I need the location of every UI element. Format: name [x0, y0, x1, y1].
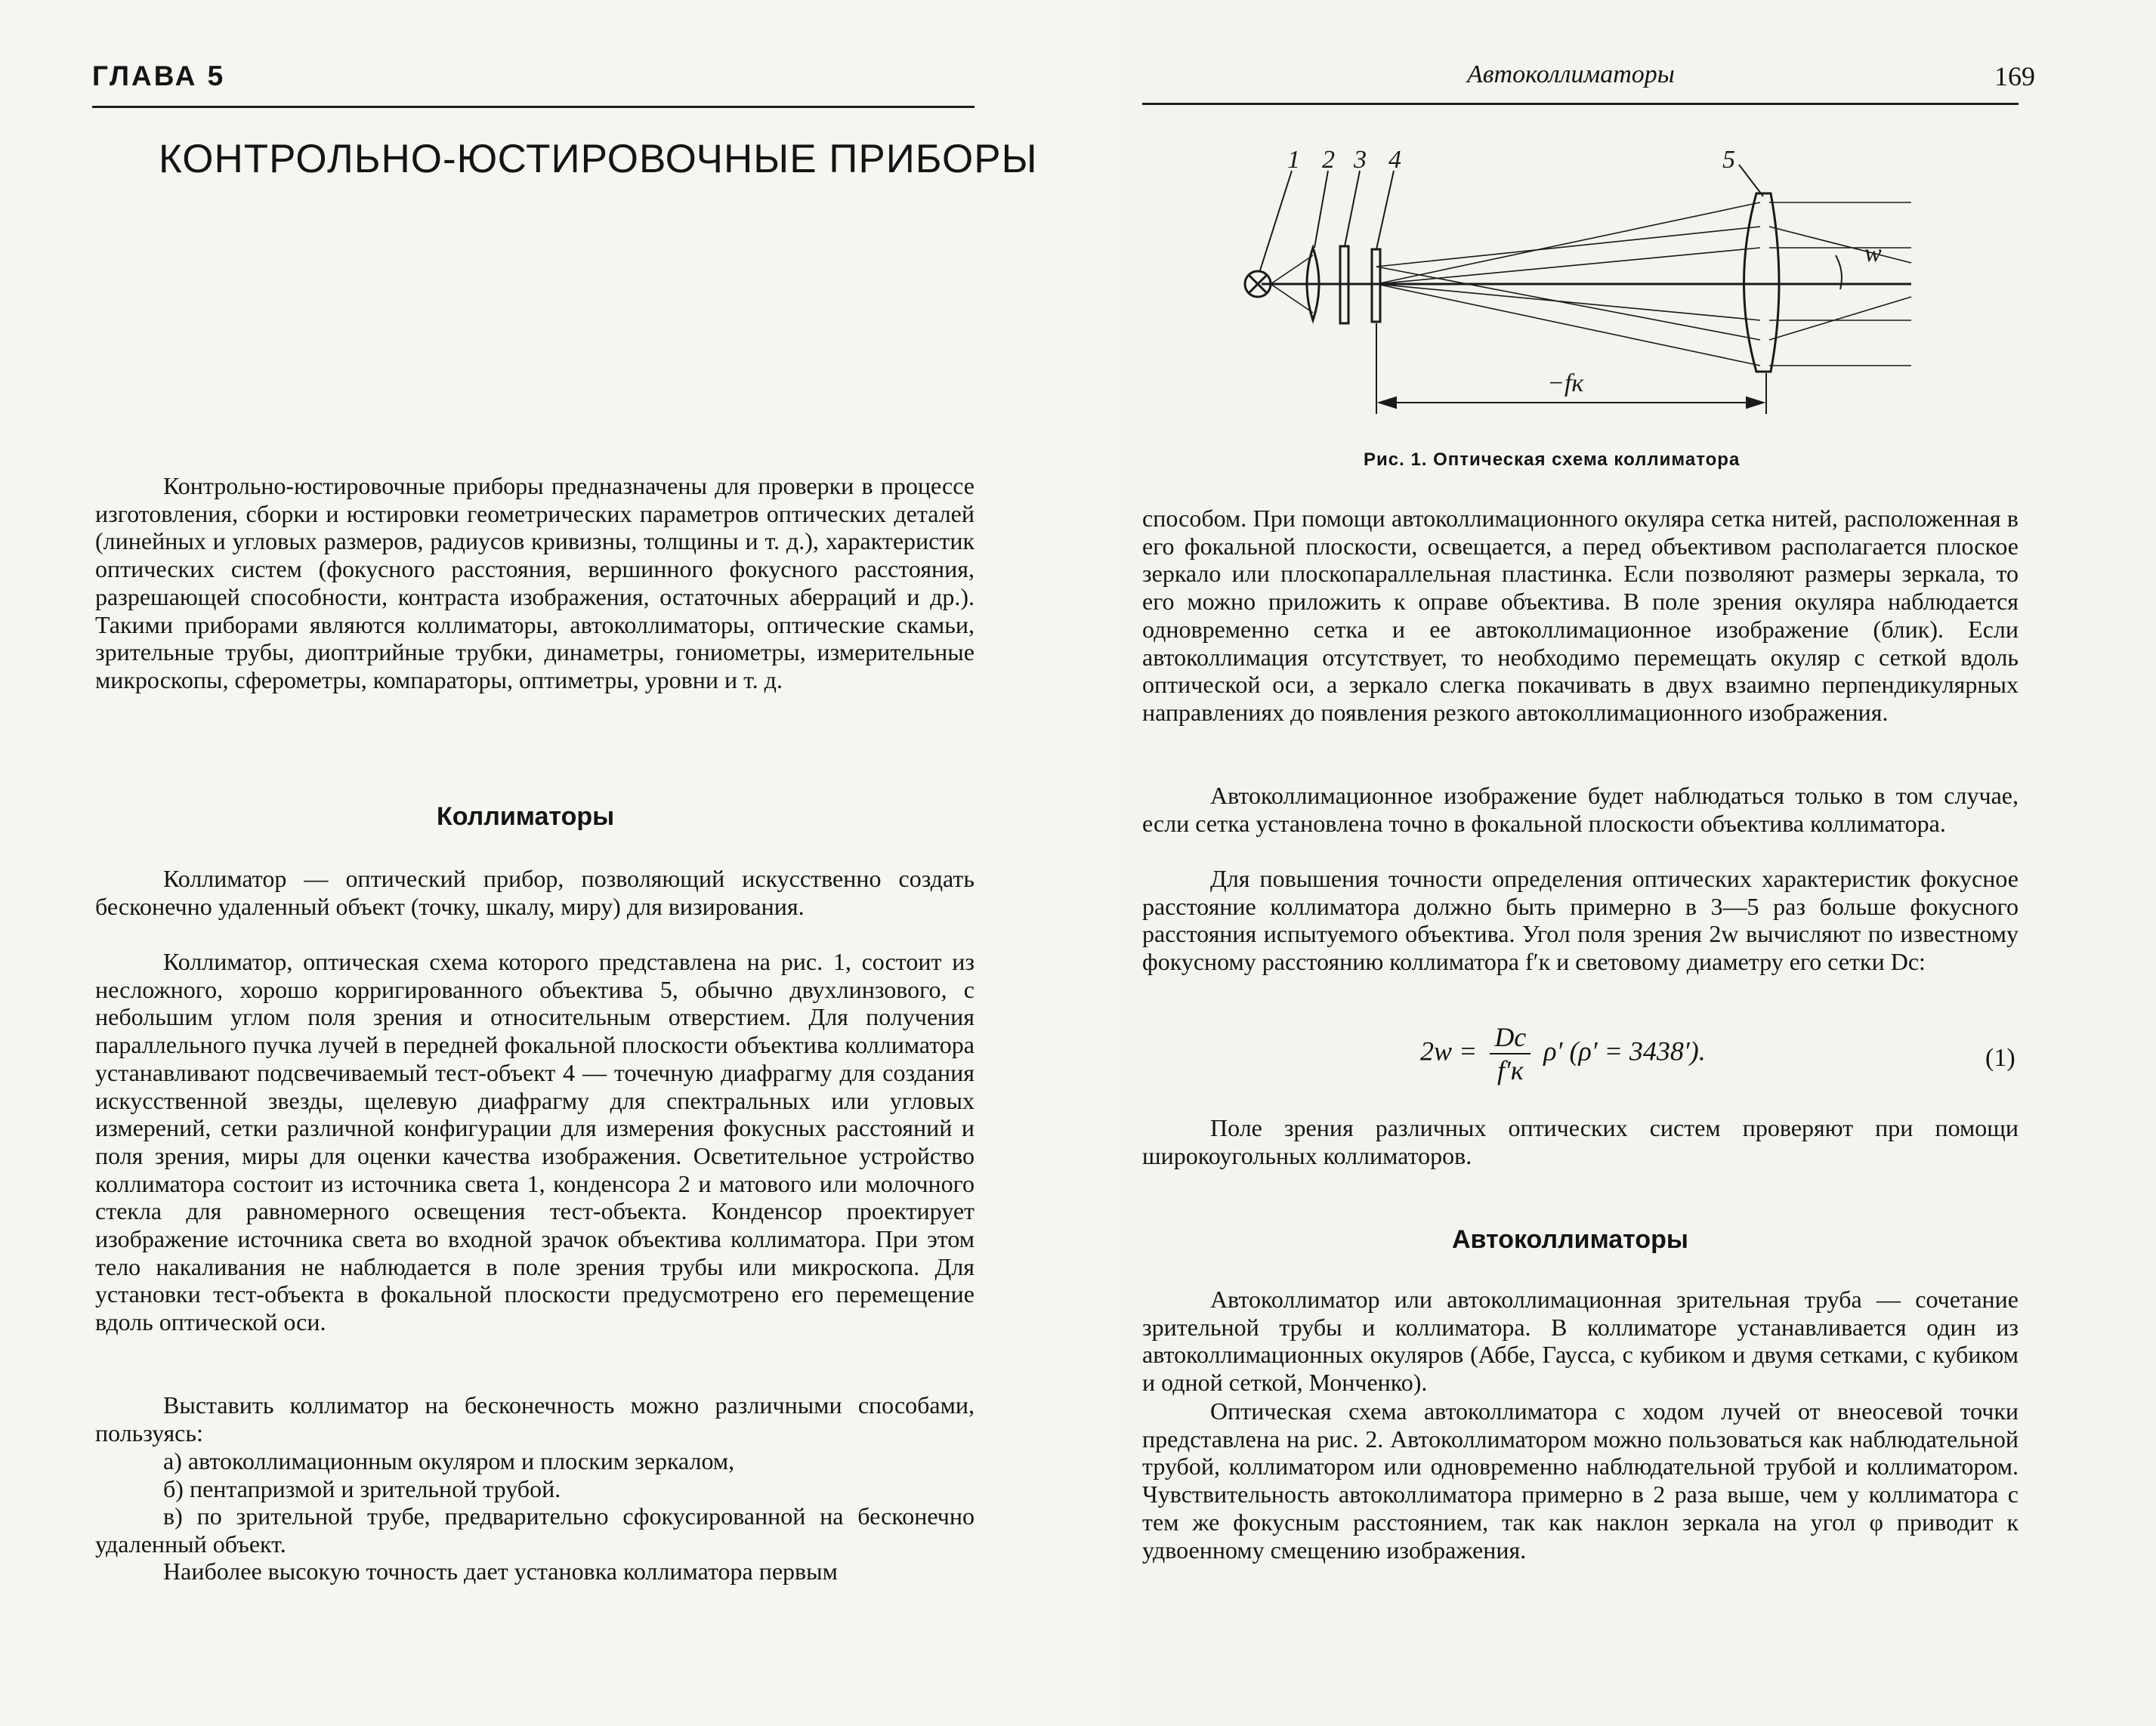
paragraph-autocollimation-image: Автоколлимационное изображение будет наблюдаться только в том случае, если сетка установлена точно в фокальной плоскости объектива коллиматора. [1142, 782, 2019, 837]
paragraph-infinity-setup: Выставить коллиматор на бесконечность можно различными способами, пользуясь: [95, 1391, 975, 1447]
running-head-chapter: ГЛАВА 5 [92, 60, 226, 91]
setup-methods-list [95, 1447, 975, 1558]
header-rule [92, 106, 975, 108]
formula-lhs: 2w = [1420, 1036, 1478, 1067]
page-number: 169 [1994, 61, 2035, 91]
label-focal-length: −fк [1547, 369, 1584, 397]
paragraph-autocollimation-method: способом. При помощи автоколлимационного окуляра сетка нитей, расположенная в его фокальной плоскости, освещается, а перед объективом располагается плоское зеркало или плоскопараллельная пластинка. Если позволяют размеры зеркала, то его можно приложить к оправе объектива. В поле зрения окуляра наблюдается одновременно сетка и ее автоколлимационное изображение (блик). Если автоколлимация отсутствует, то необходимо перемещать окуляр с сеткой вдоль оптической оси, а зеркало слегка покачивать в двух взаимно перпендикулярных направлениях до появления резкого автоколлимационного изображения. [1142, 505, 2019, 726]
test-object [1372, 249, 1380, 322]
right-page [1118, 0, 2156, 1726]
section-title-collimators: Коллиматоры [437, 802, 615, 831]
formula-field-angle [1420, 1021, 1706, 1086]
objective-lens [1744, 193, 1780, 372]
label-3: 3 [1354, 146, 1367, 174]
collimator-diagram [1231, 142, 1941, 429]
label-5: 5 [1722, 146, 1735, 174]
list-item: в) по зрительной трубе, предварительно сфокусированной на бесконечно удаленный объект. [95, 1502, 975, 1558]
running-title: Автоколлиматоры [1467, 60, 1675, 88]
paragraph-wide-angle: Поле зрения различных оптических систем проверяют при помощи широкоугольных коллиматоров. [1142, 1114, 2019, 1169]
chapter-title: КОНТРОЛЬНО-ЮСТИРОВОЧНЫЕ ПРИБОРЫ [159, 137, 1038, 181]
section-title-autocollimators: Автоколлиматоры [1452, 1225, 1688, 1254]
formula-denominator: f′к [1497, 1055, 1524, 1085]
paragraph-collimator-scheme: Коллиматор, оптическая схема которого представлена на рис. 1, состоит из несложного, хорошо корригированного объектива 5, обычно двухлинзового, с небольшим углом поля зрения и относительным отверстием. Для получения параллельного пучка лучей в передней фокальной плоскости объектива коллиматора устанавливают подсвечиваемый тест-объект 4 — точечную диафрагму для создания искусственной звезды, щелевую диафрагму для спектральных или угловых измерений, сетки различной конфигурации для измерения фокусных расстояний и поля зрения, миры для оценки качества изображения. Осветительное устройство коллиматора состоит из источника света 1, конденсора 2 и матового или молочного стекла для равномерного освещения тест-объекта. Конденсор проектирует изображение источника света во входной зрачок объектива коллиматора. При этом тело накаливания не наблюдается в поле зрения трубы или микроскопа. Для установки тест-объекта в фокальной плоскости предусмотрено его перемещение вдоль оптической оси. [95, 948, 975, 1336]
formula-numerator: Dc [1490, 1021, 1531, 1054]
paragraph-accuracy: Наиболее высокую точность дает установка коллиматора первым [163, 1558, 838, 1585]
intro-paragraph: Контрольно-юстировочные приборы предназначены для проверки в процессе изготовления, сборки и юстировки геометрических параметров оптических деталей (линейных и угловых размеров, радиусов кривизны, толщины и т. д.), характеристик оптических систем (фокусного расстояния, вершинного фокусного расстояния, разрешающей способности, контраста изображения, остаточных аберраций и др.). Такими приборами являются коллиматоры, автоколлиматоры, оптические скамьи, зрительные трубы, диоптрийные трубки, динаметры, гониометры, измерительные микроскопы, сферометры, компараторы, оптиметры, уровни и т. д. [95, 472, 975, 693]
formula-fraction [1490, 1021, 1531, 1086]
list-item: а) автоколлимационным окуляром и плоским зеркалом, [163, 1447, 735, 1474]
paragraph-autocollimator-definition: Автоколлиматор или автоколлимационная зрительная труба — сочетание зрительной трубы и коллиматора. В коллиматоре устанавливается один из автоколлимационных окуляров (Аббе, Гаусса, с кубиком и двумя сетками, с кубиком и одной сеткой, Монченко). [1142, 1286, 2019, 1397]
label-angle-w: w [1864, 239, 1882, 267]
formula-rhs: ρ′ (ρ′ = 3438′). [1543, 1036, 1706, 1067]
figure-caption: Рис. 1. Оптическая схема коллиматора [1364, 449, 1741, 470]
paragraph-collimator-definition: Коллиматор — оптический прибор, позволяющий искусственно создать бесконечно удаленный объект (точку, шкалу, миру) для визирования. [95, 865, 975, 920]
label-1: 1 [1287, 146, 1300, 174]
paragraph-field-of-view: Для повышения точности определения оптических характеристик фокусное расстояние коллиматора должно быть примерно в 3—5 раз больше фокусного расстояния испытуемого объектива. Угол поля зрения 2w вычисляют по известному фокусному расстоянию коллиматора f′к и световому диаметру его сетки Dc: [1142, 865, 2019, 976]
paragraph-autocollimator-scheme: Оптическая схема автоколлиматора с ходом лучей от внеосевой точки представлена на рис. 2. Автоколлиматором можно пользоваться как наблюдательной трубой, коллиматором или одновременно наблюдательной трубой и коллиматором. Чувствительность автоколлиматора примерно в 2 раза выше, чем у коллиматора с тем же фокусным расстоянием, так как наклон зеркала на угол φ приводит к удвоенному смещению изображения. [1142, 1397, 2019, 1564]
label-4: 4 [1388, 146, 1401, 174]
equation-number: (1) [1985, 1044, 2015, 1072]
list-item: б) пентапризмой и зрительной трубой. [163, 1474, 561, 1502]
header-rule [1142, 103, 2019, 105]
focal-distance-dimension [1376, 323, 1766, 414]
label-2: 2 [1322, 146, 1335, 174]
